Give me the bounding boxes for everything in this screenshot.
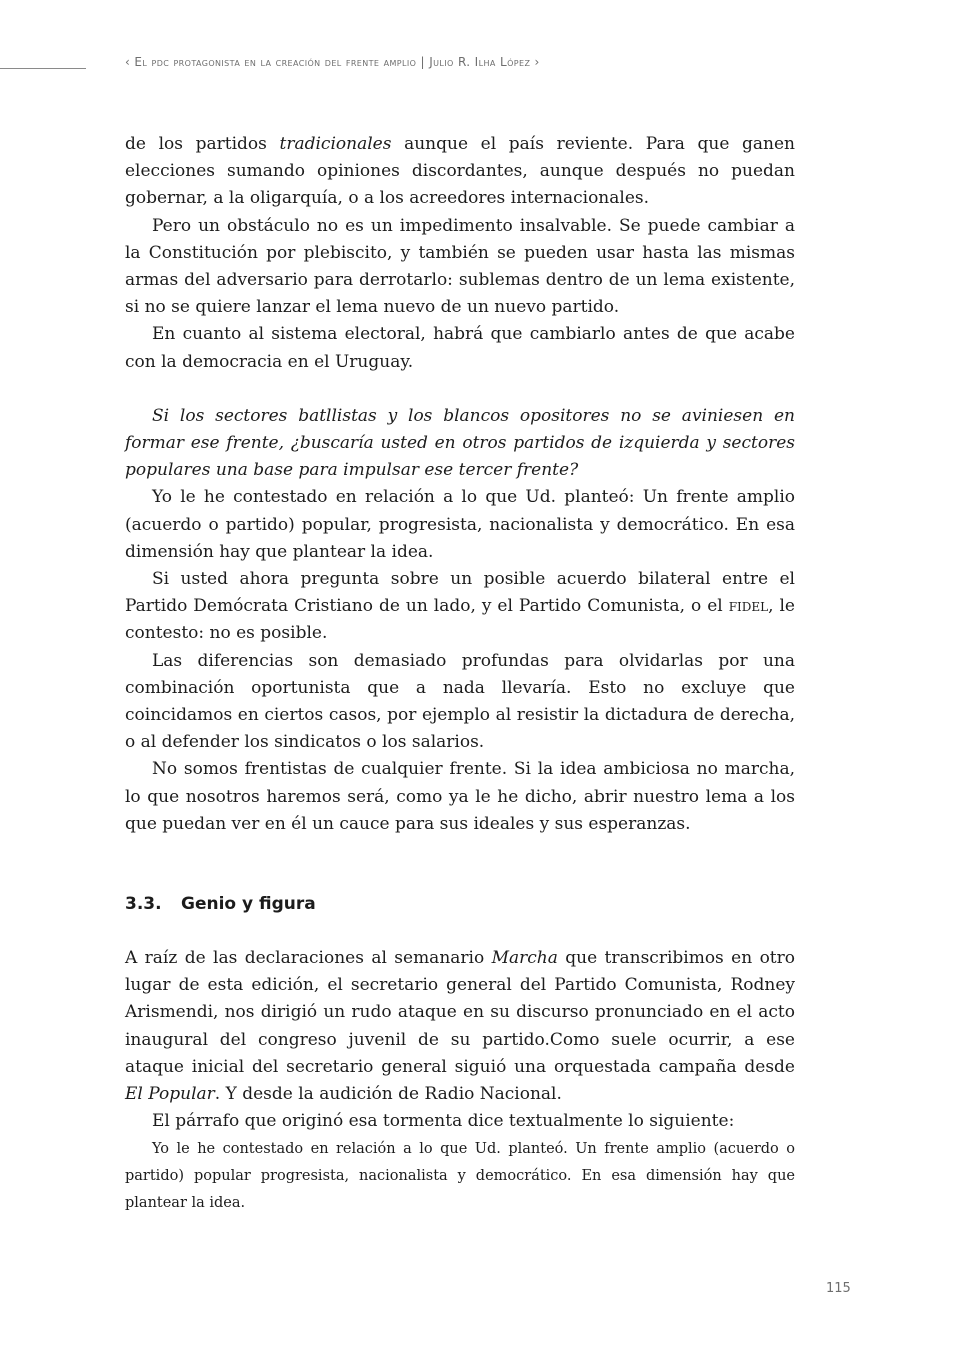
paragraph-2: Pero un obstáculo no es un impedimento insalvable. Se puede cambiar a la Constitución por plebiscito, y también se pueden usar hasta las mismas armas del adversario para derrotarlo: sublemas dentro de un lema existente, si no se quiere lanzar el lema nuevo de un nuevo partido. bbox=[125, 215, 795, 318]
paragraph-5-acronym: fidel bbox=[728, 596, 769, 617]
page-body bbox=[125, 131, 795, 1217]
page-number: 115 bbox=[826, 1281, 851, 1296]
paragraph-4: Yo le he contestado en relación a lo que Ud. planteó: Un frente amplio (acuerdo o partido) popular, progresista, nacionalista y democrático. En esa dimensión hay que plantear la idea. bbox=[125, 487, 795, 562]
paragraph-1 bbox=[125, 131, 795, 213]
paragraph-5 bbox=[125, 566, 795, 648]
section-paragraph-2: El párrafo que originó esa tormenta dice textualmente lo siguiente: bbox=[152, 1111, 735, 1132]
paragraph-5-text-b: , le contesto: no es posible. bbox=[125, 596, 795, 644]
paragraph-6: Las diferencias son demasiado profundas para olvidarlas por una combinación oportunista que a nada llevaría. Esto no excluye que coincidamos en ciertos casos, por ejemplo al resistir la dictadura de derecha, o al defender los sindicatos o los salarios. bbox=[125, 650, 795, 753]
header-separator: | bbox=[420, 55, 425, 69]
section-title: Genio y figura bbox=[181, 894, 316, 915]
close-mark: › bbox=[534, 55, 540, 69]
open-mark: ‹ bbox=[125, 55, 131, 69]
section-paragraph-1 bbox=[125, 945, 795, 1108]
paragraph-3: En cuanto al sistema electoral, habrá que cambiarlo antes de que acabe con la democracia en el Uruguay. bbox=[125, 324, 795, 372]
book-title: El pdc protagonista en la creación del frente amplio bbox=[134, 55, 417, 69]
paragraph-5-text-a: Si usted ahora pregunta sobre un posible acuerdo bilateral entre el Partido Demócrata Cristiano de un lado, y el Partido Comunista, o el bbox=[125, 569, 795, 617]
section-paragraph-1-text-b: que transcribimos en otro lugar de esta edición, el secretario general del Partido Comunista, Rodney Arismendi, nos dirigió un rudo ataque en su discurso pronunciado en el acto inaugural del congreso juvenil de su partido.Como suele ocurrir, a ese ataque inicial del secretario general siguió una orquestada campaña desde bbox=[125, 948, 795, 1077]
header-rule bbox=[0, 68, 86, 69]
paragraph-1-text-a: de los partidos bbox=[125, 134, 280, 154]
interview-question: Si los sectores batllistas y los blancos opositores no se aviniesen en formar ese frente, ¿buscaría usted en otros partidos de izquierda y sectores populares una base para impulsar ese tercer frente? bbox=[125, 405, 795, 481]
paragraph-1-text-b: aunque el país reviente. Para que ganen elecciones sumando opiniones discordantes, aunque después no puedan gobernar, a la oligarquía, o a los acreedores internacionales. bbox=[125, 134, 795, 209]
section-paragraph-1-emphasis-1: Marcha bbox=[491, 948, 558, 969]
section-paragraph-1-emphasis-2: El Popular bbox=[125, 1084, 215, 1105]
section-paragraph-1-text-c: . Y desde la audición de Radio Nacional. bbox=[214, 1084, 562, 1105]
section-heading bbox=[125, 891, 795, 918]
section-number: 3.3. bbox=[125, 894, 162, 915]
author-name: Julio R. Ilha López bbox=[429, 55, 531, 69]
paragraph-1-emphasis: tradicionales bbox=[279, 134, 392, 154]
section-paragraph-1-text-a: A raíz de las declaraciones al semanario bbox=[125, 948, 492, 969]
paragraph-7: No somos frentistas de cualquier frente. Si la idea ambiciosa no marcha, lo que nosotros haremos será, como ya le he dicho, abrir nuestro lema a los que puedan ver en él un cauce para sus ideales y sus esperanzas. bbox=[125, 759, 795, 834]
block-quote: Yo le he contestado en relación a lo que Ud. planteó. Un frente amplio (acuerdo o partido) popular progresista, nacionalista y democrático. En esa dimensión hay que plantear la idea. bbox=[125, 1140, 795, 1211]
running-head bbox=[125, 55, 845, 69]
